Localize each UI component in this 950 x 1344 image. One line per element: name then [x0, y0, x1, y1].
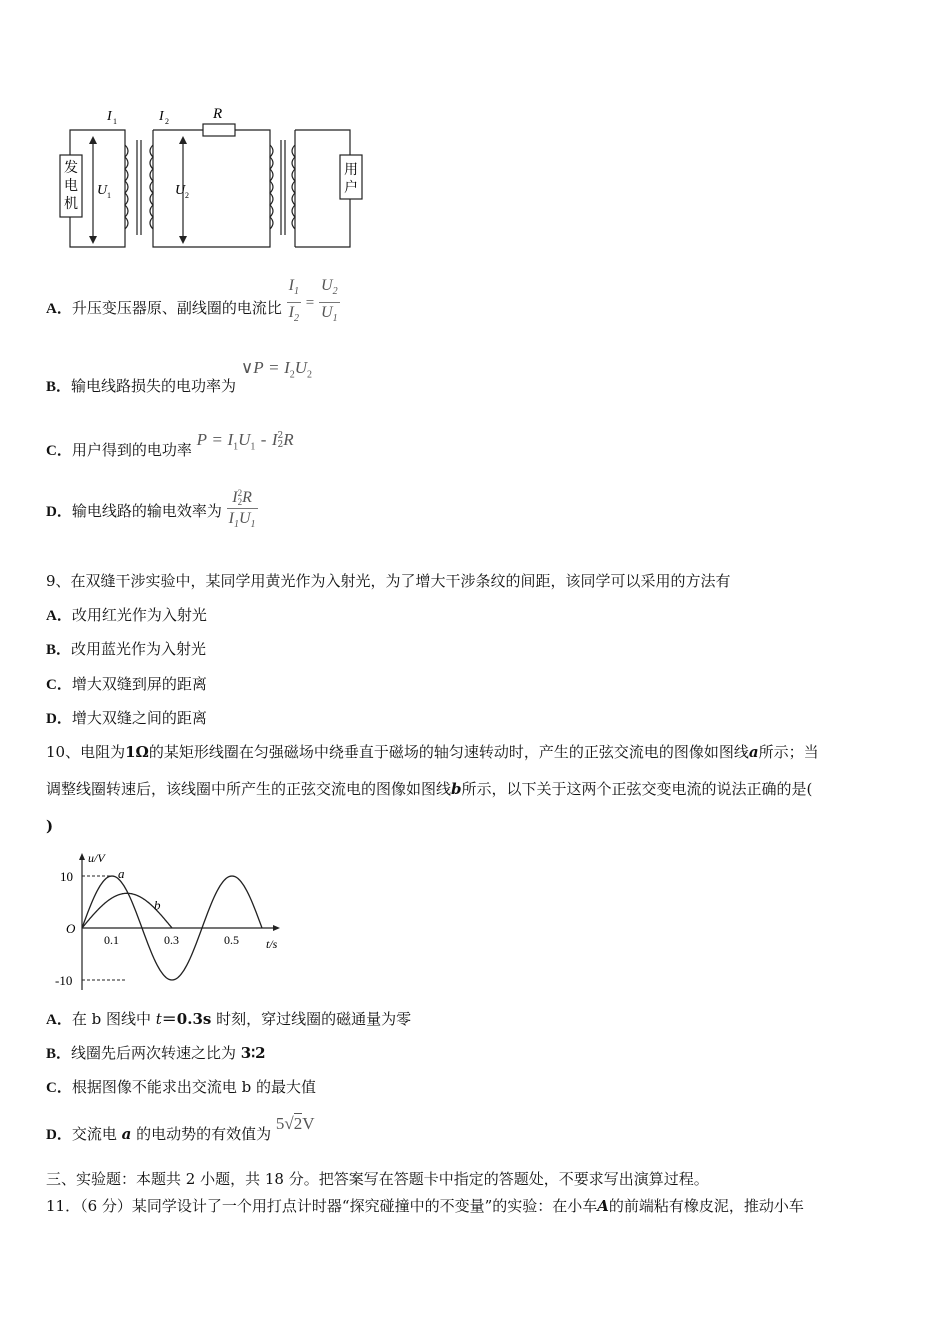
label-I1: I: [107, 109, 112, 124]
x-tick-label: 0.3: [164, 933, 179, 947]
q10-option-a[interactable]: A．在 b 图线中 t＝0.3s 时刻，穿过线圈的磁通量为零: [46, 1010, 412, 1028]
current-ratio-fraction: $\frac{I_1}{I_2}$: [288, 277, 299, 325]
option-text: 用户得到的电功率: [71, 441, 192, 459]
power-loss-formula: ∨P = $I_2U_2$: [240, 358, 313, 381]
q8-option-c[interactable]: [46, 430, 294, 467]
y-axis-label: u/V: [88, 851, 105, 865]
user-label-1: 用: [344, 163, 358, 178]
q9-option-c[interactable]: C．增大双缝到屏的距离: [46, 675, 207, 693]
label-U2: U: [175, 183, 186, 198]
sine-wave-chart: [44, 848, 294, 993]
option-letter: B．: [46, 379, 72, 396]
generator-label-2: 电: [64, 179, 78, 194]
label-R: R: [213, 106, 223, 122]
option-text: 升压变压器原、副线圈的电流比: [71, 299, 282, 318]
q10-stem-line3: ): [46, 817, 54, 835]
label-I2-sub: 2: [165, 117, 169, 126]
label-U1-sub: 1: [107, 191, 111, 200]
x-axis-arrow: [273, 925, 280, 931]
user-power-formula: $P = I_1U_1 - I$ 2 2 R: [196, 430, 294, 453]
q8-option-d[interactable]: [46, 488, 258, 544]
option-text: 输电线路的输电效率为: [71, 502, 222, 521]
origin-label: O: [66, 921, 76, 936]
option-letter: A．: [46, 301, 72, 318]
q10-stem-line2: 调整线圈转速后，该线圈中所产生的正弦交流电的图像如图线b所示，以下关于这两个正弦交变电流的说法正确的是(: [46, 780, 813, 798]
x-tick-label: 0.1: [104, 933, 119, 947]
y-tick-label: -10: [55, 973, 73, 988]
option-letter: C．: [46, 443, 72, 459]
y-tick-label: 10: [60, 869, 73, 884]
user-label-2: 户: [344, 181, 358, 196]
label-I2: I: [159, 109, 164, 124]
q9-option-b[interactable]: B．改用蓝光作为入射光: [46, 640, 207, 658]
q10-option-d[interactable]: D．交流电 a 的电动势的有效值为 5√2V: [46, 1114, 315, 1143]
q10-option-c[interactable]: C．根据图像不能求出交流电 b 的最大值: [46, 1078, 316, 1096]
label-I1-sub: 1: [113, 117, 117, 126]
generator-label-3: 机: [64, 197, 78, 212]
q10-stem-line1: 10、电阻为1Ω的某矩形线圈在匀强磁场中绕垂直于磁场的轴匀速转动时，产生的正弦交流电的图像如图线a所示；当: [46, 743, 819, 761]
q8-option-a[interactable]: A．升压变压器原、副线圈的电流比 $\frac{I_1}{I_2}$ = $\frac{U_2}{U_1}$: [46, 288, 340, 338]
section-heading: 三、实验题：本题共 2 小题，共 18 分。把答案写在答题卡中指定的答题处，不要求写出演算过程。: [46, 1170, 709, 1188]
q8-option-b[interactable]: [46, 358, 313, 397]
label-U1: U: [97, 183, 108, 198]
label-U2-sub: 2: [185, 191, 189, 200]
y-axis-arrow: [79, 853, 85, 860]
efficiency-fraction: I 2 2 R $I_1U_1$: [228, 488, 256, 531]
q10-option-b[interactable]: B．线圈先后两次转速之比为 3∶2: [46, 1044, 266, 1062]
generator-label-1: 发: [64, 161, 78, 176]
q9-option-d[interactable]: D．增大双缝之间的距离: [46, 709, 207, 727]
series-label-b: b: [154, 897, 161, 913]
q11-stem: 11．（6 分）某同学设计了一个用打点计时器“探究碰撞中的不变量”的实验：在小车A的前端粘有橡皮泥，推动小车: [46, 1197, 804, 1215]
series-label-a: a: [118, 866, 125, 882]
x-axis-label: t/s: [266, 937, 278, 951]
q9-option-a[interactable]: A．改用红光作为入射光: [46, 606, 207, 624]
voltage-ratio-fraction: $\frac{U_2}{U_1}$: [321, 277, 338, 325]
effective-value-formula: 5√2V: [275, 1114, 315, 1133]
transformer-circuit-diagram: [55, 100, 375, 260]
option-text: 输电线路损失的电功率为: [71, 377, 237, 396]
q9-stem: 9、在双缝干涉实验中，某同学用黄光作为入射光，为了增大干涉条纹的间距，该同学可以采用的方法有: [46, 572, 731, 590]
x-tick-label: 0.5: [224, 933, 239, 947]
option-letter: D．: [46, 504, 72, 521]
